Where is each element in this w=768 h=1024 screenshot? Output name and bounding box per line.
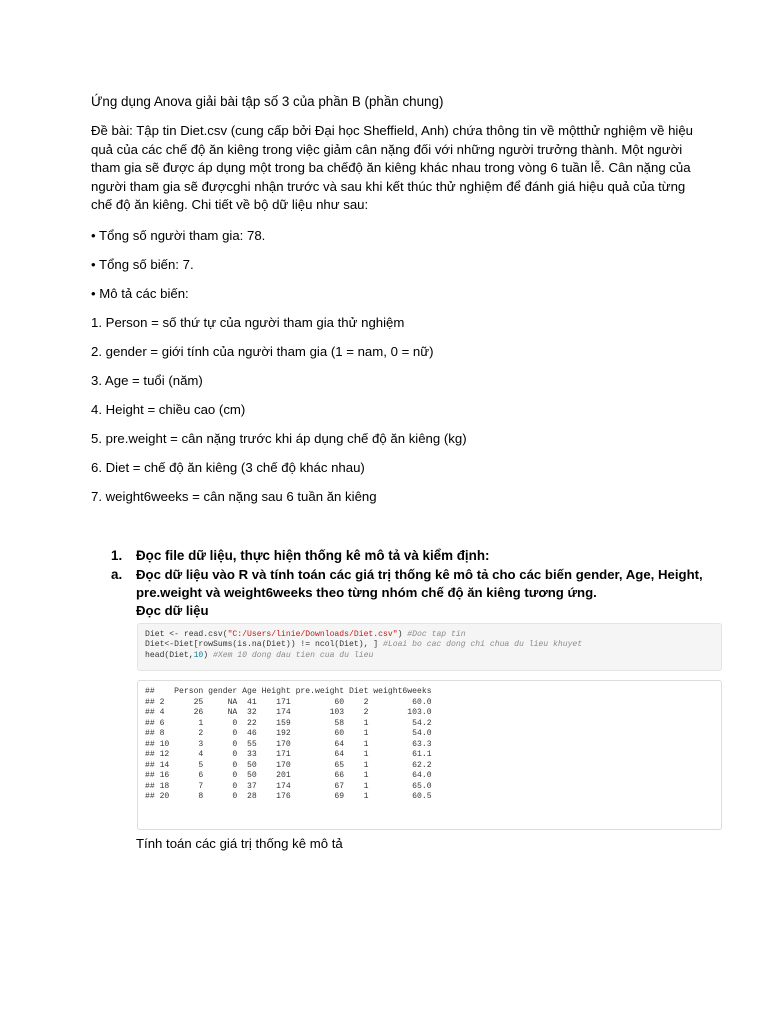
output-row: ## 6 1 0 22 159 58 1 54.2 bbox=[145, 718, 432, 728]
variable-height: 4. Height = chiều cao (cm) bbox=[91, 402, 246, 417]
code-text: head(Diet, bbox=[145, 650, 194, 660]
bullet-variable-description: • Mô tả các biến: bbox=[91, 286, 189, 301]
subsection-subheading: Đọc dữ liệu bbox=[136, 603, 209, 618]
code-string: "C:/Users/linie/Downloads/Diet.csv" bbox=[227, 630, 398, 639]
section-number: 1. bbox=[111, 548, 123, 563]
output-row: ## 16 6 0 50 201 66 1 64.0 bbox=[145, 771, 432, 781]
output-row: ## 2 25 NA 41 171 60 2 60.0 bbox=[145, 697, 432, 707]
problem-statement bbox=[91, 122, 694, 215]
problem-line: chế độ ăn kiêng. Chi tiết về bộ dữ liệu như sau: bbox=[91, 197, 369, 213]
code-line bbox=[145, 651, 721, 661]
code-comment: #Doc tap tin bbox=[407, 630, 466, 639]
code-comment: #Loai bo cac dong chi chua du lieu khuyet bbox=[383, 640, 583, 650]
code-text: Diet<-Diet[rowSums(is.na(Diet)) != ncol(Diet), ] bbox=[145, 640, 383, 650]
descriptive-stats-heading: Tính toán các giá trị thống kê mô tả bbox=[136, 836, 343, 851]
code-block bbox=[137, 623, 722, 671]
output-row: ## 18 7 0 37 174 67 1 65.0 bbox=[145, 781, 432, 791]
output-row: ## 4 26 NA 32 174 103 2 103.0 bbox=[145, 708, 432, 718]
variable-person: 1. Person = số thứ tự của người tham gia thử nghiệm bbox=[91, 315, 405, 330]
variable-gender: 2. gender = giới tính của người tham gia (1 = nam, 0 = nữ) bbox=[91, 344, 434, 359]
bullet-participants: • Tổng số người tham gia: 78. bbox=[91, 228, 266, 243]
code-comment: #Xem 10 dong dau tien cua du lieu bbox=[213, 650, 374, 660]
section-title: Đọc file dữ liệu, thực hiện thống kê mô tả và kiểm định: bbox=[136, 548, 490, 563]
problem-line: Đề bài: Tập tin Diet.csv (cung cấp bởi Đại học Sheffield, Anh) chứa thông tin về mộtthử nghiệm về hiệu bbox=[91, 123, 694, 138]
variable-pre-weight: 5. pre.weight = cân nặng trước khi áp dụng chế độ ăn kiêng (kg) bbox=[91, 431, 467, 446]
output-row: ## 10 3 0 55 170 64 1 63.3 bbox=[145, 739, 432, 749]
variable-weight6weeks: 7. weight6weeks = cân nặng sau 6 tuần ăn kiêng bbox=[91, 489, 377, 504]
subsection-letter: a. bbox=[111, 567, 123, 582]
subsection-line: pre.weight và weight6weeks theo từng nhóm chế độ ăn kiêng tương ứng. bbox=[136, 585, 597, 600]
code-text: Diet <- read.csv( bbox=[145, 630, 228, 639]
output-row: ## 8 2 0 46 192 60 1 54.0 bbox=[145, 729, 432, 739]
code-text: ) bbox=[397, 630, 408, 639]
output-row: ## 20 8 0 28 176 69 1 60.5 bbox=[145, 792, 432, 802]
subsection-line: Đọc dữ liệu vào R và tính toán các giá trị thống kê mô tả cho các biến gender, Age, Height, bbox=[136, 567, 703, 582]
page-title: Ứng dụng Anova giải bài tập số 3 của phần B (phần chung) bbox=[91, 94, 444, 109]
section-heading-1 bbox=[111, 547, 489, 565]
code-line bbox=[145, 630, 721, 640]
output-row: ## 14 5 0 50 170 65 1 62.2 bbox=[145, 760, 432, 770]
problem-line: quả của các chế độ ăn kiêng trong việc giảm cân nặng đối với những người trưởng thành. Một người bbox=[91, 141, 683, 157]
output-row: ## 12 4 0 33 171 64 1 61.1 bbox=[145, 750, 432, 760]
problem-line: người tham gia sẽ đượcghi nhận trước và sau khi kết thúc thử nghiệm để đánh giá hiệu quả của từng bbox=[91, 178, 686, 194]
problem-line: tham gia sẽ được áp dụng một trong ba chếđộ ăn kiêng khác nhau trong vòng 6 tuần lễ. Cân nặng của bbox=[91, 160, 691, 176]
subsection-a-letter bbox=[111, 566, 136, 584]
bullet-variable-count: • Tổng số biến: 7. bbox=[91, 257, 194, 272]
subsection-a bbox=[136, 566, 703, 620]
code-line bbox=[145, 640, 721, 650]
output-header: ## Person gender Age Height pre.weight Diet weight6weeks bbox=[145, 687, 432, 696]
variable-age: 3. Age = tuổi (năm) bbox=[91, 373, 203, 388]
code-text: ) bbox=[203, 650, 214, 660]
variable-diet: 6. Diet = chế độ ăn kiêng (3 chế độ khác nhau) bbox=[91, 460, 365, 475]
output-block bbox=[137, 680, 722, 830]
code-number: 10 bbox=[193, 650, 204, 660]
